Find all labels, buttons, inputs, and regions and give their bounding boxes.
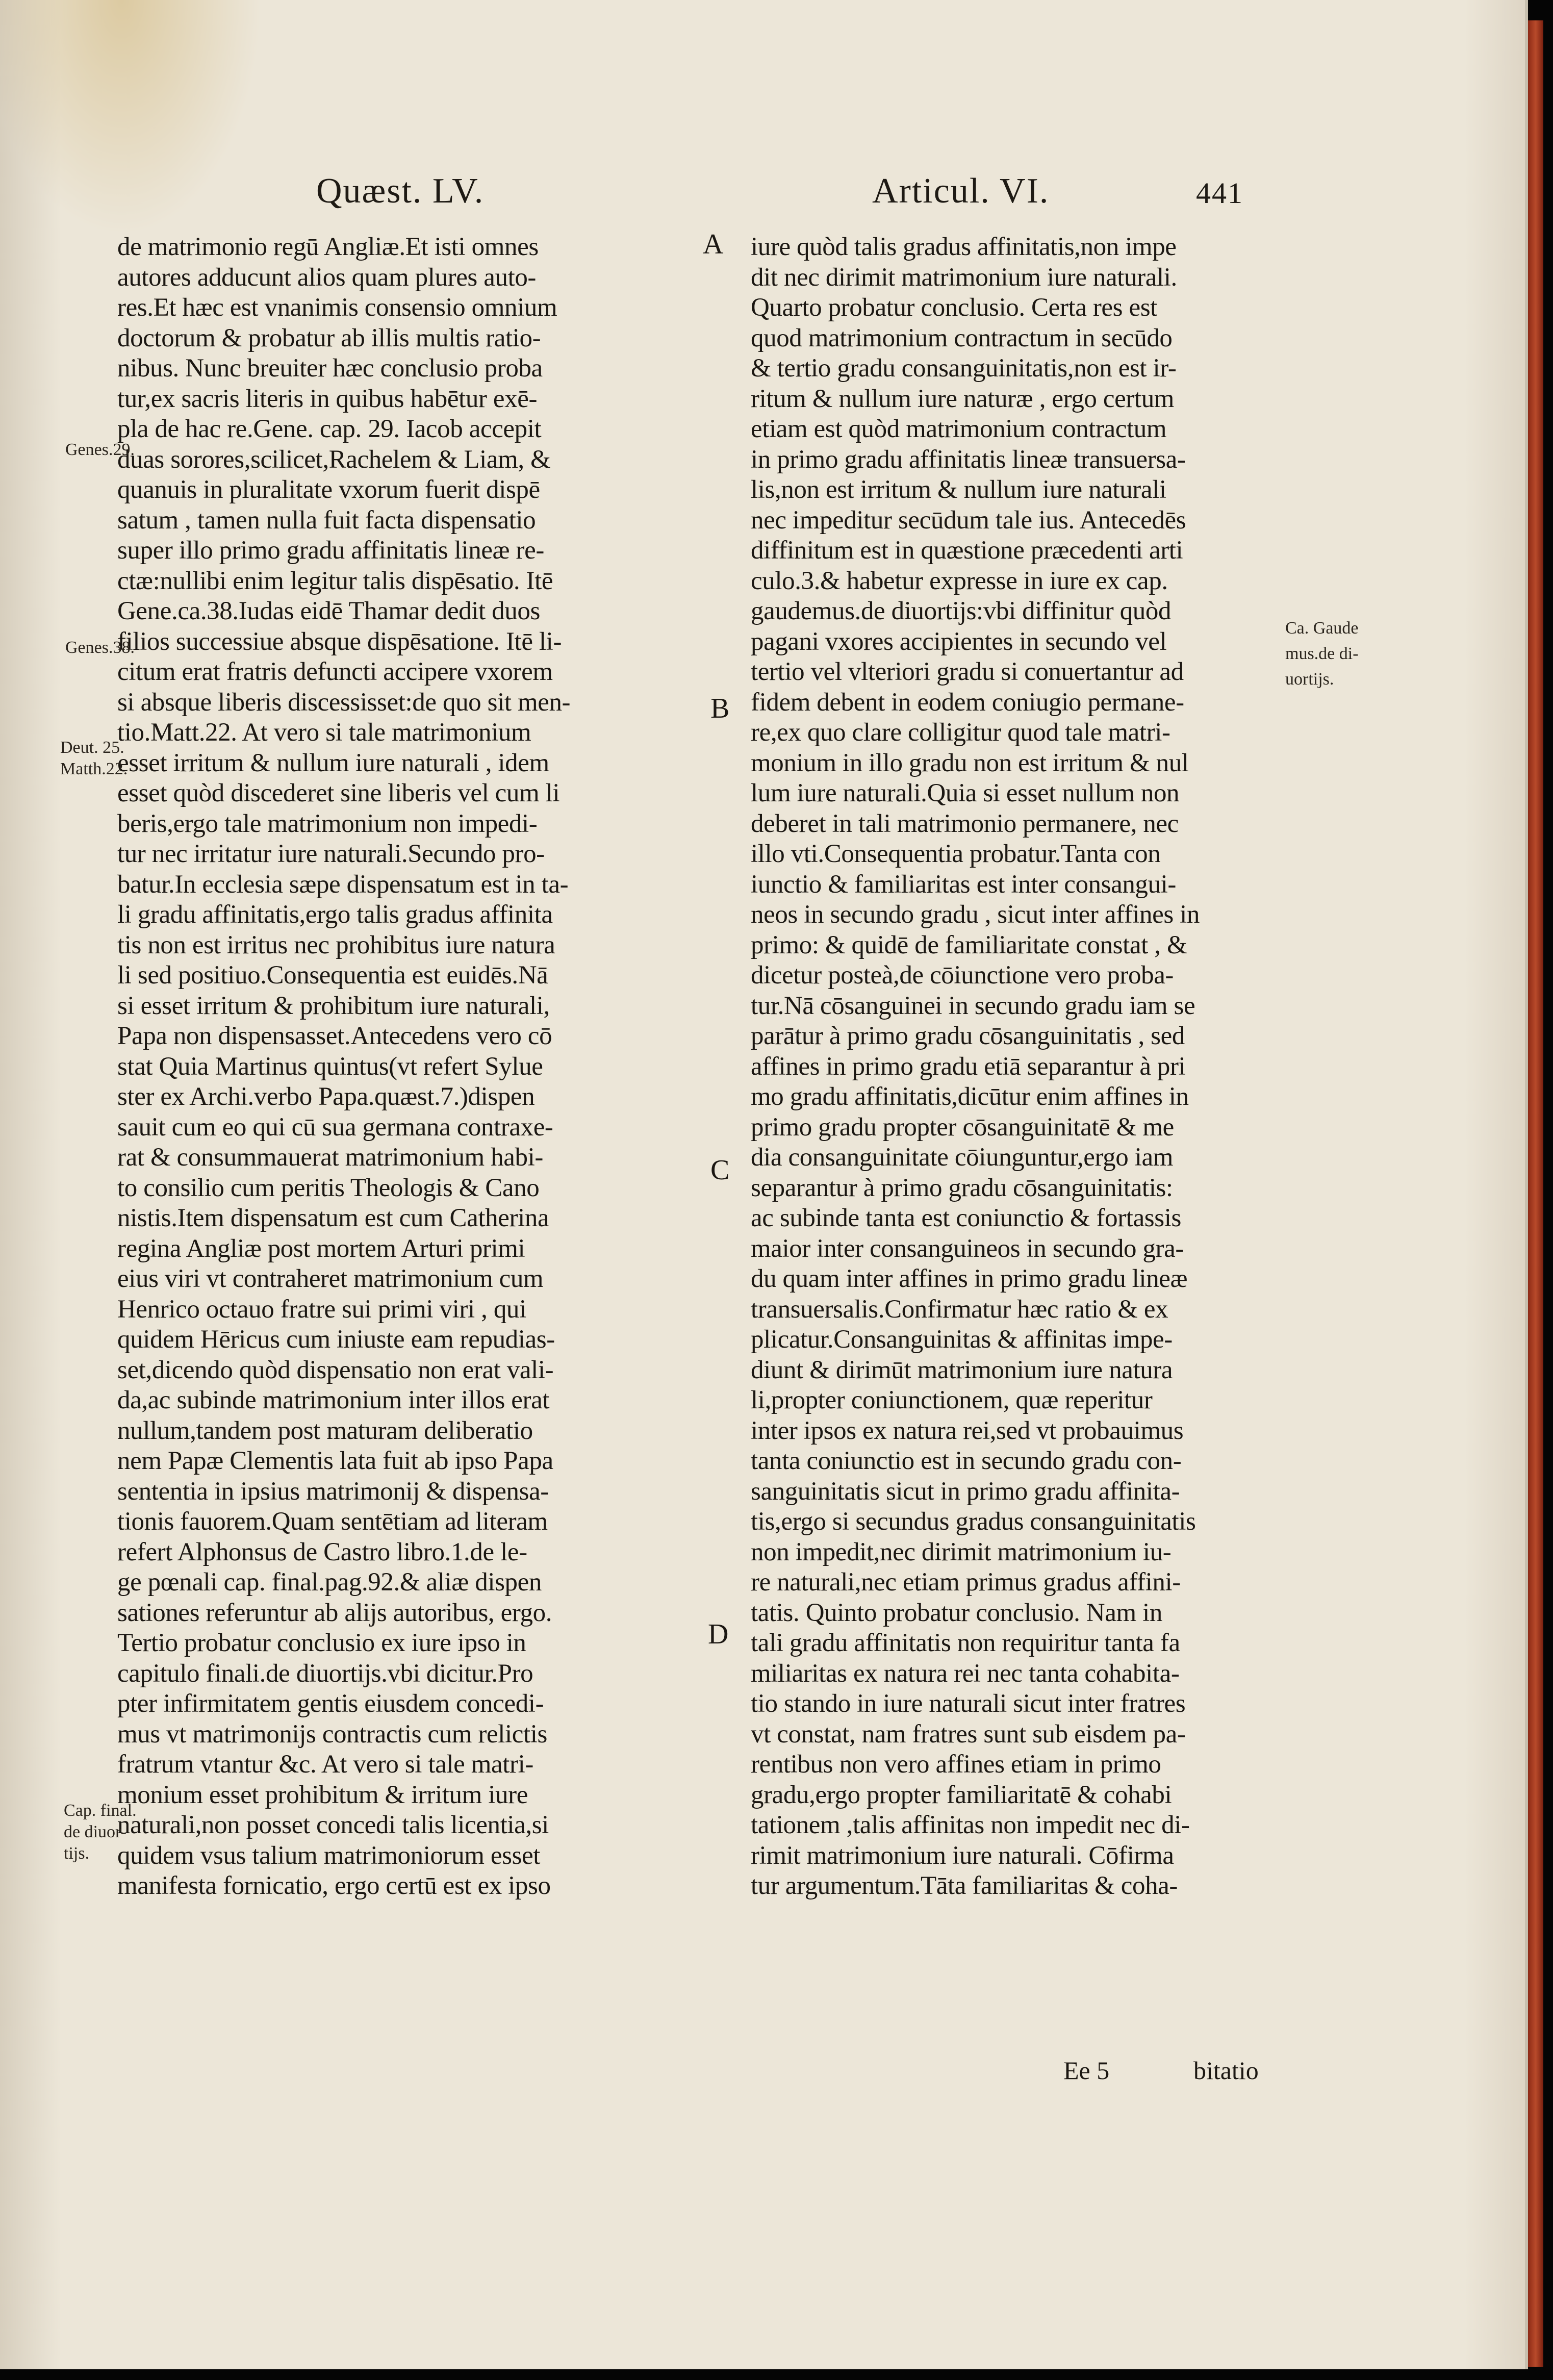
text-line: rentibus non vero affines etiam in primo [751, 1750, 1161, 1779]
text-line: ritum & nullum iure naturæ , ergo certum [751, 384, 1175, 413]
text-line: si absque liberis discessisset:de quo sit men- [117, 688, 571, 717]
margin-note-gaudemus-3: uortijs. [1285, 670, 1334, 689]
text-line: mo gradu affinitatis,dicūtur enim affines in [751, 1082, 1189, 1111]
text-line: quanuis in pluralitate vxorum fuerit dispē [117, 475, 540, 504]
text-line: tur,ex sacris literis in quibus habētur exē- [117, 384, 538, 413]
text-line: etiam est quòd matrimonium contractum [751, 415, 1167, 443]
margin-note-cap-final-3: tijs. [64, 1844, 90, 1863]
text-line: tationem ,talis affinitas non impedit nec di- [751, 1811, 1190, 1839]
text-line: maior inter consanguineos in secundo gra- [751, 1234, 1184, 1263]
text-line: Tertio probatur conclusio ex iure ipso in [117, 1629, 526, 1657]
margin-note-genesis-38: Genes.38. [65, 638, 135, 657]
text-line: dia consanguinitate cōiunguntur,ergo iam [751, 1143, 1173, 1172]
text-line: rimit matrimonium iure naturali. Cōfirma [751, 1841, 1174, 1870]
text-line: inter ipsos ex natura rei,sed vt probauimus [751, 1416, 1184, 1445]
text-line: doctorum & probatur ab illis multis ratio- [117, 323, 541, 352]
text-line: refert Alphonsus de Castro libro.1.de le- [117, 1537, 527, 1566]
text-line: iunctio & familiaritas est inter consangui- [751, 870, 1176, 899]
page-edge [1528, 20, 1543, 2367]
margin-note-matthew: Matth.22. [60, 759, 128, 778]
margin-note-cap-final-2: de diuor- [64, 1822, 127, 1841]
text-line: in primo gradu affinitatis lineæ transuersa- [751, 445, 1186, 474]
text-line: tis,ergo si secundus gradus consanguinitatis [751, 1507, 1196, 1536]
text-line: tertio vel vlteriori gradu si conuertantur ad [751, 657, 1184, 686]
text-line: ge pœnali cap. final.pag.92.& aliæ dispen [117, 1568, 542, 1597]
text-line: transuersalis.Confirmatur hæc ratio & ex [751, 1295, 1168, 1324]
text-line: pter infirmitatem gentis eiusdem concedi- [117, 1689, 544, 1718]
text-line: satum , tamen nulla fuit facta dispensatio [117, 505, 536, 535]
text-line: Gene.ca.38.Iudas eidē Thamar dedit duos [117, 597, 540, 625]
text-line: pla de hac re.Gene. cap. 29. Iacob accepit [117, 415, 542, 443]
text-line: filios successiue absque dispēsatione. Itē li- [117, 627, 562, 656]
text-line: Henrico octauo fratre sui primi viri , qui [117, 1295, 526, 1324]
text-line: da,ac subinde matrimonium inter illos erat [117, 1386, 550, 1414]
text-line: batur.In ecclesia sæpe dispensatum est in ta- [117, 870, 569, 899]
text-line: pagani vxores accipientes in secundo vel [751, 627, 1167, 656]
section-marker-d: D [708, 1618, 729, 1650]
text-line: primo gradu propter cōsanguinitatē & me [751, 1112, 1174, 1142]
text-line: ac subinde tanta est coniunctio & fortassis [751, 1204, 1181, 1232]
margin-note-genesis-29: Genes.29. [65, 440, 135, 459]
signature-mark: Ee 5 [1063, 2056, 1110, 2085]
text-line: naturali,non posset concedi talis licentia,si [117, 1811, 549, 1839]
text-line: tanta coniunctio est in secundo gradu con- [751, 1447, 1182, 1475]
text-line: parātur à primo gradu cōsanguinitatis , sed [751, 1022, 1185, 1050]
text-line: regina Angliæ post mortem Arturi primi [117, 1234, 525, 1263]
text-line: fratrum vtantur &c. At vero si tale matri- [117, 1750, 533, 1779]
text-line: stat Quia Martinus quintus(vt refert Sylue [117, 1052, 543, 1081]
text-line: diffinitum est in quæstione præcedenti arti [751, 536, 1183, 565]
text-line: non impedit,nec dirimit matrimonium iu- [751, 1537, 1172, 1566]
text-line: quod matrimonium contractum in secūdo [751, 323, 1173, 352]
text-line: deberet in tali matrimonio permanere, nec [751, 809, 1179, 838]
text-line: nistis.Item dispensatum est cum Catherina [117, 1204, 549, 1232]
text-line: nem Papæ Clementis lata fuit ab ipso Papa [117, 1447, 553, 1475]
text-line: tali gradu affinitatis non requiritur tanta fa [751, 1629, 1180, 1657]
text-line: & tertio gradu consanguinitatis,non est ir- [751, 354, 1177, 383]
margin-note-deuteronomy: Deut. 25. [60, 738, 124, 757]
text-line: mus vt matrimonijs contractis cum relictis [117, 1719, 547, 1749]
text-line: to consilio cum peritis Theologis & Cano [117, 1173, 540, 1202]
text-line: tur argumentum.Tāta familiaritas & coha- [751, 1871, 1178, 1900]
text-line: culo.3.& habetur expresse in iure ex cap. [751, 566, 1168, 595]
text-line: set,dicendo quòd dispensatio non erat vali- [117, 1355, 554, 1384]
text-line: gradu,ergo propter familiaritatē & cohabi [751, 1780, 1172, 1809]
text-line: illo vti.Consequentia probatur.Tanta con [751, 840, 1161, 868]
text-line: quidem vsus talium matrimoniorum esset [117, 1841, 541, 1870]
section-marker-b: B [710, 693, 730, 724]
text-line: Quarto probatur conclusio. Certa res est [751, 293, 1157, 322]
text-line: sauit cum eo qui cū sua germana contraxe- [117, 1112, 553, 1142]
text-line: nec impeditur secūdum tale ius. Antecedēs [751, 505, 1186, 535]
text-line: Papa non dispensasset.Antecedens vero cō [117, 1022, 552, 1050]
text-line: iure quòd talis gradus affinitatis,non impe [751, 233, 1177, 261]
text-line: monium esset prohibitum & irritum iure [117, 1780, 528, 1809]
text-line: ctæ:nullibi enim legitur talis dispēsatio. Itē [117, 566, 553, 595]
text-line: tio stando in iure naturali sicut inter fratres [751, 1689, 1186, 1718]
text-line: neos in secundo gradu , sicut inter affines in [751, 900, 1200, 929]
text-line: plicatur.Consanguinitas & affinitas impe- [751, 1325, 1173, 1354]
text-line: miliaritas ex natura rei nec tanta cohabita- [751, 1659, 1180, 1688]
text-line: tur nec irritatur iure naturali.Secundo pro- [117, 840, 545, 868]
text-line: li,propter coniunctionem, quæ reperitur [751, 1386, 1153, 1414]
text-line: primo: & quidē de familiaritate constat , & [751, 930, 1187, 959]
text-line: du quam inter affines in primo gradu lineæ [751, 1264, 1188, 1293]
text-line: dicetur posteà,de cōiunctione vero proba- [751, 961, 1174, 990]
text-line: li sed positiuo.Consequentia est euidēs.Nā [117, 961, 548, 990]
text-line: sententia in ipsius matrimonij & dispensa- [117, 1477, 549, 1506]
page-number: 441 [1196, 176, 1243, 210]
right-text-column [751, 232, 1281, 1902]
text-line: citum erat fratris defuncti accipere vxorem [117, 657, 553, 686]
text-line: monium in illo gradu non est irritum & nul [751, 748, 1189, 777]
left-text-column [117, 232, 699, 1902]
text-line: fidem debent in eodem coniugio permane- [751, 688, 1184, 717]
text-line: sanguinitatis sicut in primo gradu affinita- [751, 1477, 1180, 1506]
margin-note-gaudemus-2: mus.de di- [1285, 644, 1359, 663]
text-line: vt constat, nam fratres sunt sub eisdem pa- [751, 1719, 1186, 1749]
text-line: duas sorores,scilicet,Rachelem & Liam, & [117, 445, 551, 474]
text-line: nullum,tandem post maturam deliberatio [117, 1416, 533, 1445]
text-line: affines in primo gradu etiā separantur à pri [751, 1052, 1186, 1081]
text-line: diunt & dirimūt matrimonium iure natura [751, 1355, 1173, 1384]
section-marker-a: A [703, 229, 724, 260]
catchword: bitatio [1193, 2056, 1259, 2085]
running-head-right: Articul. VI. [872, 171, 1050, 211]
margin-note-gaudemus-1: Ca. Gaude [1285, 619, 1359, 638]
text-line: gaudemus.de diuortijs:vbi diffinitur quòd [751, 597, 1172, 625]
margin-note-cap-final-1: Cap. final. [64, 1801, 137, 1820]
text-line: re,ex quo clare colligitur quod tale matri- [751, 718, 1170, 747]
text-line: esset quòd discederet sine liberis vel cum li [117, 779, 560, 807]
text-line: tio.Matt.22. At vero si tale matrimonium [117, 718, 531, 747]
text-line: eius viri vt contraheret matrimonium cum [117, 1264, 544, 1293]
text-line: tionis fauorem.Quam sentētiam ad literam [117, 1507, 548, 1536]
section-marker-c: C [710, 1154, 730, 1186]
text-line: res.Et hæc est vnanimis consensio omnium [117, 293, 557, 322]
text-line: beris,ergo tale matrimonium non impedi- [117, 809, 538, 838]
text-line: tur.Nā cōsanguinei in secundo gradu iam se [751, 991, 1195, 1020]
text-line: rat & consummauerat matrimonium habi- [117, 1143, 543, 1172]
text-line: quidem Hēricus cum iniuste eam repudias- [117, 1325, 555, 1354]
text-line: capitulo finali.de diuortijs.vbi dicitur.Pro [117, 1659, 533, 1688]
text-line: dit nec dirimit matrimonium iure naturali. [751, 263, 1177, 292]
text-line: si esset irritum & prohibitum iure naturali, [117, 991, 550, 1020]
text-line: lis,non est irritum & nullum iure naturali [751, 475, 1166, 504]
text-line: super illo primo gradu affinitatis lineæ re- [117, 536, 544, 565]
text-line: separantur à primo gradu cōsanguinitatis: [751, 1173, 1173, 1202]
text-line: tis non est irritus nec prohibitus iure natura [117, 930, 555, 959]
running-head-left: Quæst. LV. [316, 171, 485, 211]
text-line: autores adducunt alios quam plures auto- [117, 263, 537, 292]
text-line: de matrimonio regū Angliæ.Et isti omnes [117, 233, 539, 261]
text-line: ster ex Archi.verbo Papa.quæst.7.)dispen [117, 1082, 535, 1111]
text-line: tatis. Quinto probatur conclusio. Nam in [751, 1598, 1162, 1627]
text-line: nibus. Nunc breuiter hæc conclusio proba [117, 354, 543, 383]
text-line: lum iure naturali.Quia si esset nullum non [751, 779, 1180, 807]
text-line: li gradu affinitatis,ergo talis gradus affinita [117, 900, 553, 929]
text-line: sationes referuntur ab alijs autoribus, ergo. [117, 1598, 552, 1627]
text-line: esset irritum & nullum iure naturali , idem [117, 748, 549, 777]
text-line: re naturali,nec etiam primus gradus affini- [751, 1568, 1181, 1597]
text-line: manifesta fornicatio, ergo certū est ex ipso [117, 1871, 551, 1900]
